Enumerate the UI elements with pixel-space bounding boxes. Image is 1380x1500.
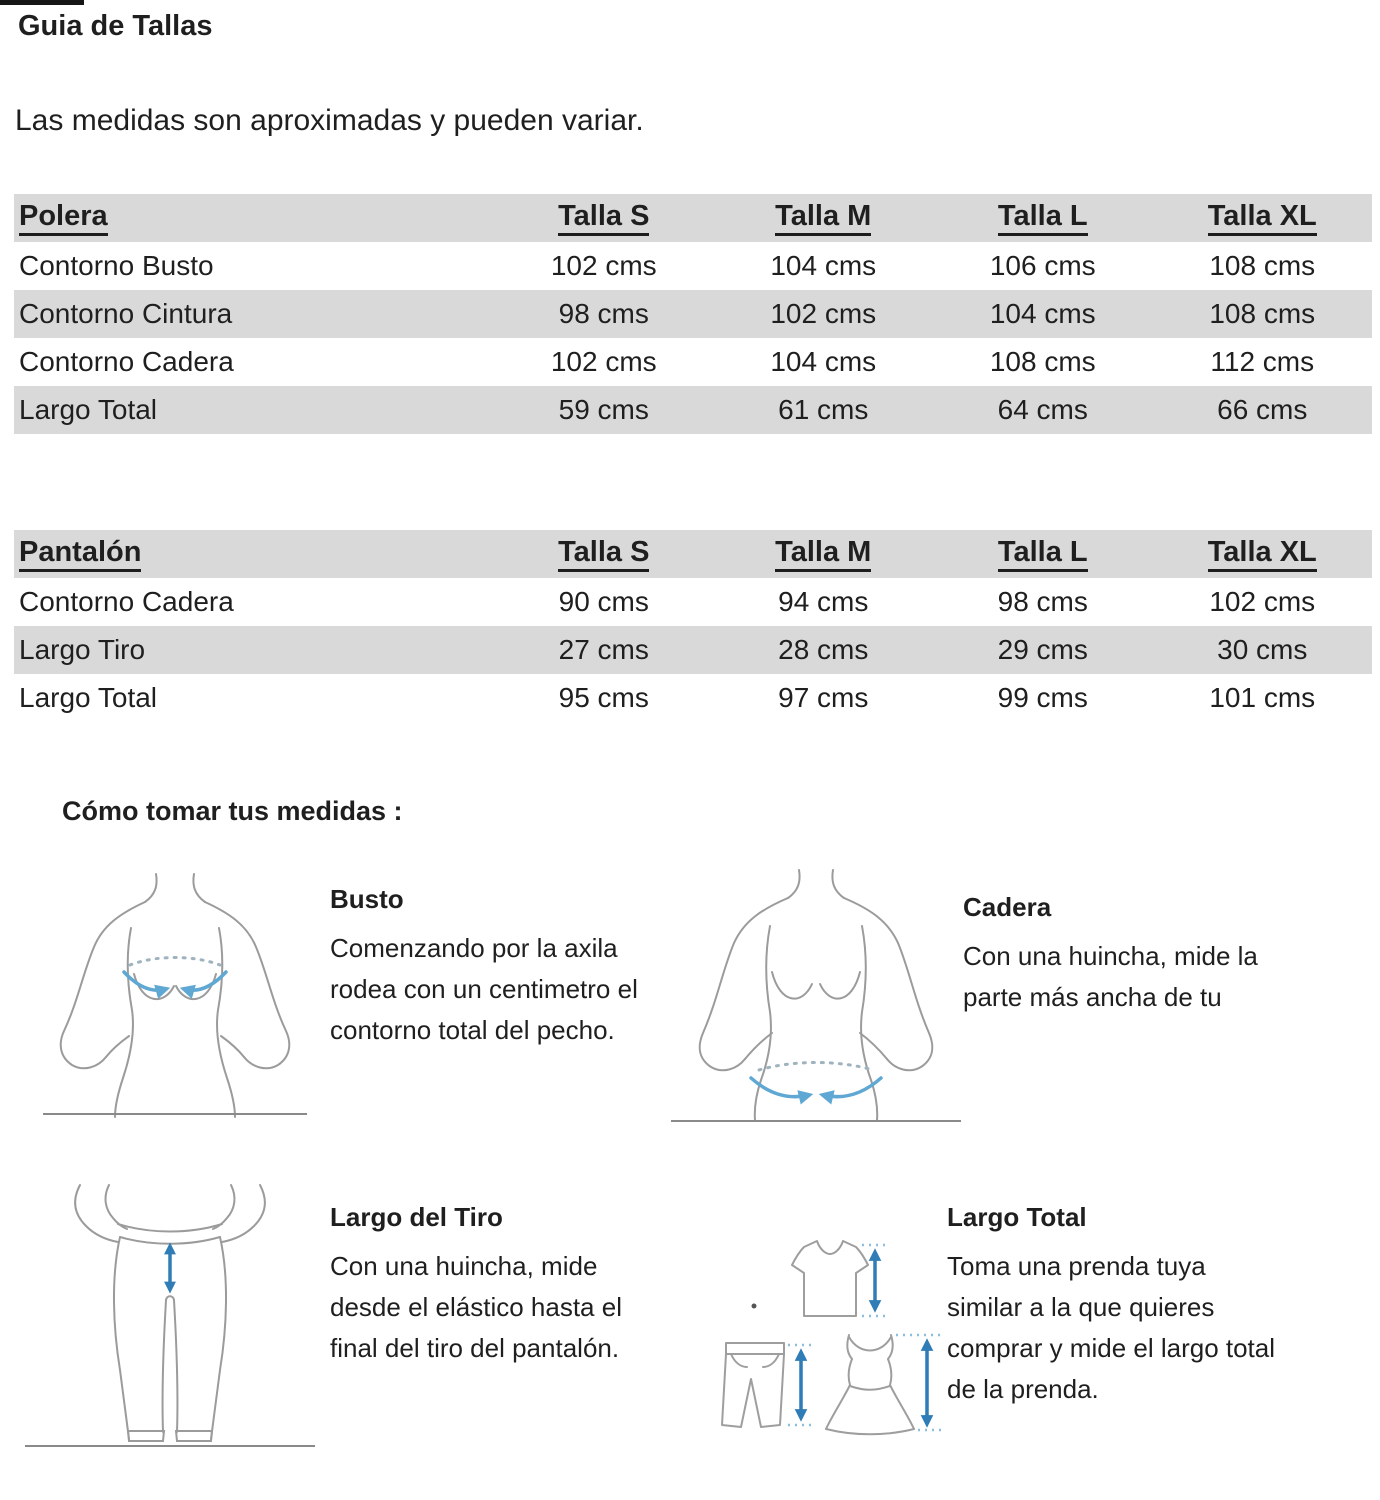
cell-value: 98 cms (558, 298, 649, 329)
largo-total-text-line: Toma una prenda tuya (947, 1251, 1206, 1281)
largo-total-text-line: similar a la que quieres (947, 1292, 1215, 1322)
table-header-row (14, 530, 1372, 578)
cell-value: 104 cms (770, 250, 877, 281)
largo-total-title: Largo Total (947, 1202, 1087, 1232)
cell-value: 97 cms (778, 682, 869, 713)
column-header: Talla M (775, 537, 871, 573)
table-row (14, 626, 1372, 674)
cell-value: 104 cms (770, 346, 877, 377)
cell-value: 101 cms (1209, 682, 1316, 713)
cell-value: 61 cms (778, 394, 869, 425)
table-row (14, 386, 1372, 434)
busto-figure-icon (35, 868, 315, 1118)
cell-value: 64 cms (997, 394, 1088, 425)
cell-value: 104 cms (989, 298, 1096, 329)
dress-icon (826, 1335, 914, 1434)
cadera-text-line: parte más ancha de tu (963, 982, 1222, 1012)
table-row (14, 578, 1372, 626)
size-table-pantalon (14, 530, 1372, 722)
pants-icon (722, 1343, 784, 1427)
column-header: Talla M (775, 201, 871, 237)
largo-total-section (947, 1202, 1307, 1410)
cell-value: 102 cms (770, 298, 877, 329)
tiro-section (330, 1202, 690, 1369)
tiro-title: Largo del Tiro (330, 1202, 503, 1232)
cell-value: 108 cms (989, 346, 1096, 377)
table-row (14, 338, 1372, 386)
page-title: Guia de Tallas (18, 10, 213, 42)
cadera-title: Cadera (963, 892, 1052, 922)
busto-text-line: contorno total del pecho. (330, 1015, 615, 1045)
row-label: Contorno Cadera (19, 346, 234, 377)
row-label: Contorno Cadera (19, 586, 234, 617)
table-title: Polera (19, 201, 108, 237)
cell-value: 95 cms (558, 682, 649, 713)
column-header: Talla L (998, 537, 1088, 573)
column-header: Talla L (998, 201, 1088, 237)
row-label: Largo Tiro (19, 634, 146, 665)
tiro-text-line: desde el elástico hasta el (330, 1292, 622, 1322)
cell-value: 59 cms (558, 394, 649, 425)
cell-value: 29 cms (997, 634, 1088, 665)
column-header: Talla XL (1208, 537, 1317, 573)
top-left-crop-bar (0, 0, 84, 5)
tshirt-icon (792, 1241, 868, 1316)
cell-value: 94 cms (778, 586, 869, 617)
cell-value: 102 cms (550, 250, 657, 281)
cell-value: 66 cms (1217, 394, 1308, 425)
row-label: Largo Total (19, 682, 158, 713)
row-label: Contorno Busto (19, 250, 214, 281)
table-row (14, 674, 1372, 722)
table-title: Pantalón (19, 537, 141, 573)
cell-value: 108 cms (1209, 250, 1316, 281)
tiro-figure-icon (20, 1182, 320, 1452)
cell-value: 98 cms (997, 586, 1088, 617)
column-header: Talla S (558, 201, 649, 237)
stray-dot (752, 1304, 757, 1309)
cadera-section (963, 892, 1323, 1018)
busto-text-line: rodea con un centimetro el (330, 974, 638, 1004)
cell-value: 106 cms (989, 250, 1096, 281)
table-header-row (14, 194, 1372, 242)
largo-total-icons (712, 1238, 947, 1443)
column-header: Talla S (558, 537, 649, 573)
cadera-text-line: Con una huincha, mide la (963, 941, 1258, 971)
table-row (14, 242, 1372, 290)
cell-value: 102 cms (1209, 586, 1316, 617)
page-subtitle: Las medidas son aproximadas y pueden variar. (15, 104, 644, 137)
row-label: Contorno Cintura (19, 298, 233, 329)
cell-value: 30 cms (1217, 634, 1308, 665)
length-measure-arrows (801, 1252, 927, 1424)
column-header: Talla XL (1208, 201, 1317, 237)
largo-total-text-line: comprar y mide el largo total (947, 1333, 1276, 1363)
measuring-section-heading: Cómo tomar tus medidas : (62, 796, 403, 826)
busto-section (330, 884, 690, 1051)
row-label: Largo Total (19, 394, 158, 425)
busto-title: Busto (330, 884, 404, 914)
size-table-polera (14, 194, 1372, 434)
largo-total-text-line: de la prenda. (947, 1374, 1099, 1404)
table-row (14, 290, 1372, 338)
cell-value: 27 cms (558, 634, 649, 665)
cell-value: 90 cms (558, 586, 649, 617)
cell-value: 99 cms (997, 682, 1088, 713)
cell-value: 102 cms (550, 346, 657, 377)
tiro-text-line: Con una huincha, mide (330, 1251, 598, 1281)
tiro-text-line: final del tiro del pantalón. (330, 1333, 620, 1363)
cell-value: 108 cms (1209, 298, 1316, 329)
cell-value: 28 cms (778, 634, 869, 665)
busto-text-line: Comenzando por la axila (330, 933, 618, 963)
cadera-figure-icon (666, 862, 966, 1127)
cell-value: 112 cms (1210, 346, 1315, 377)
